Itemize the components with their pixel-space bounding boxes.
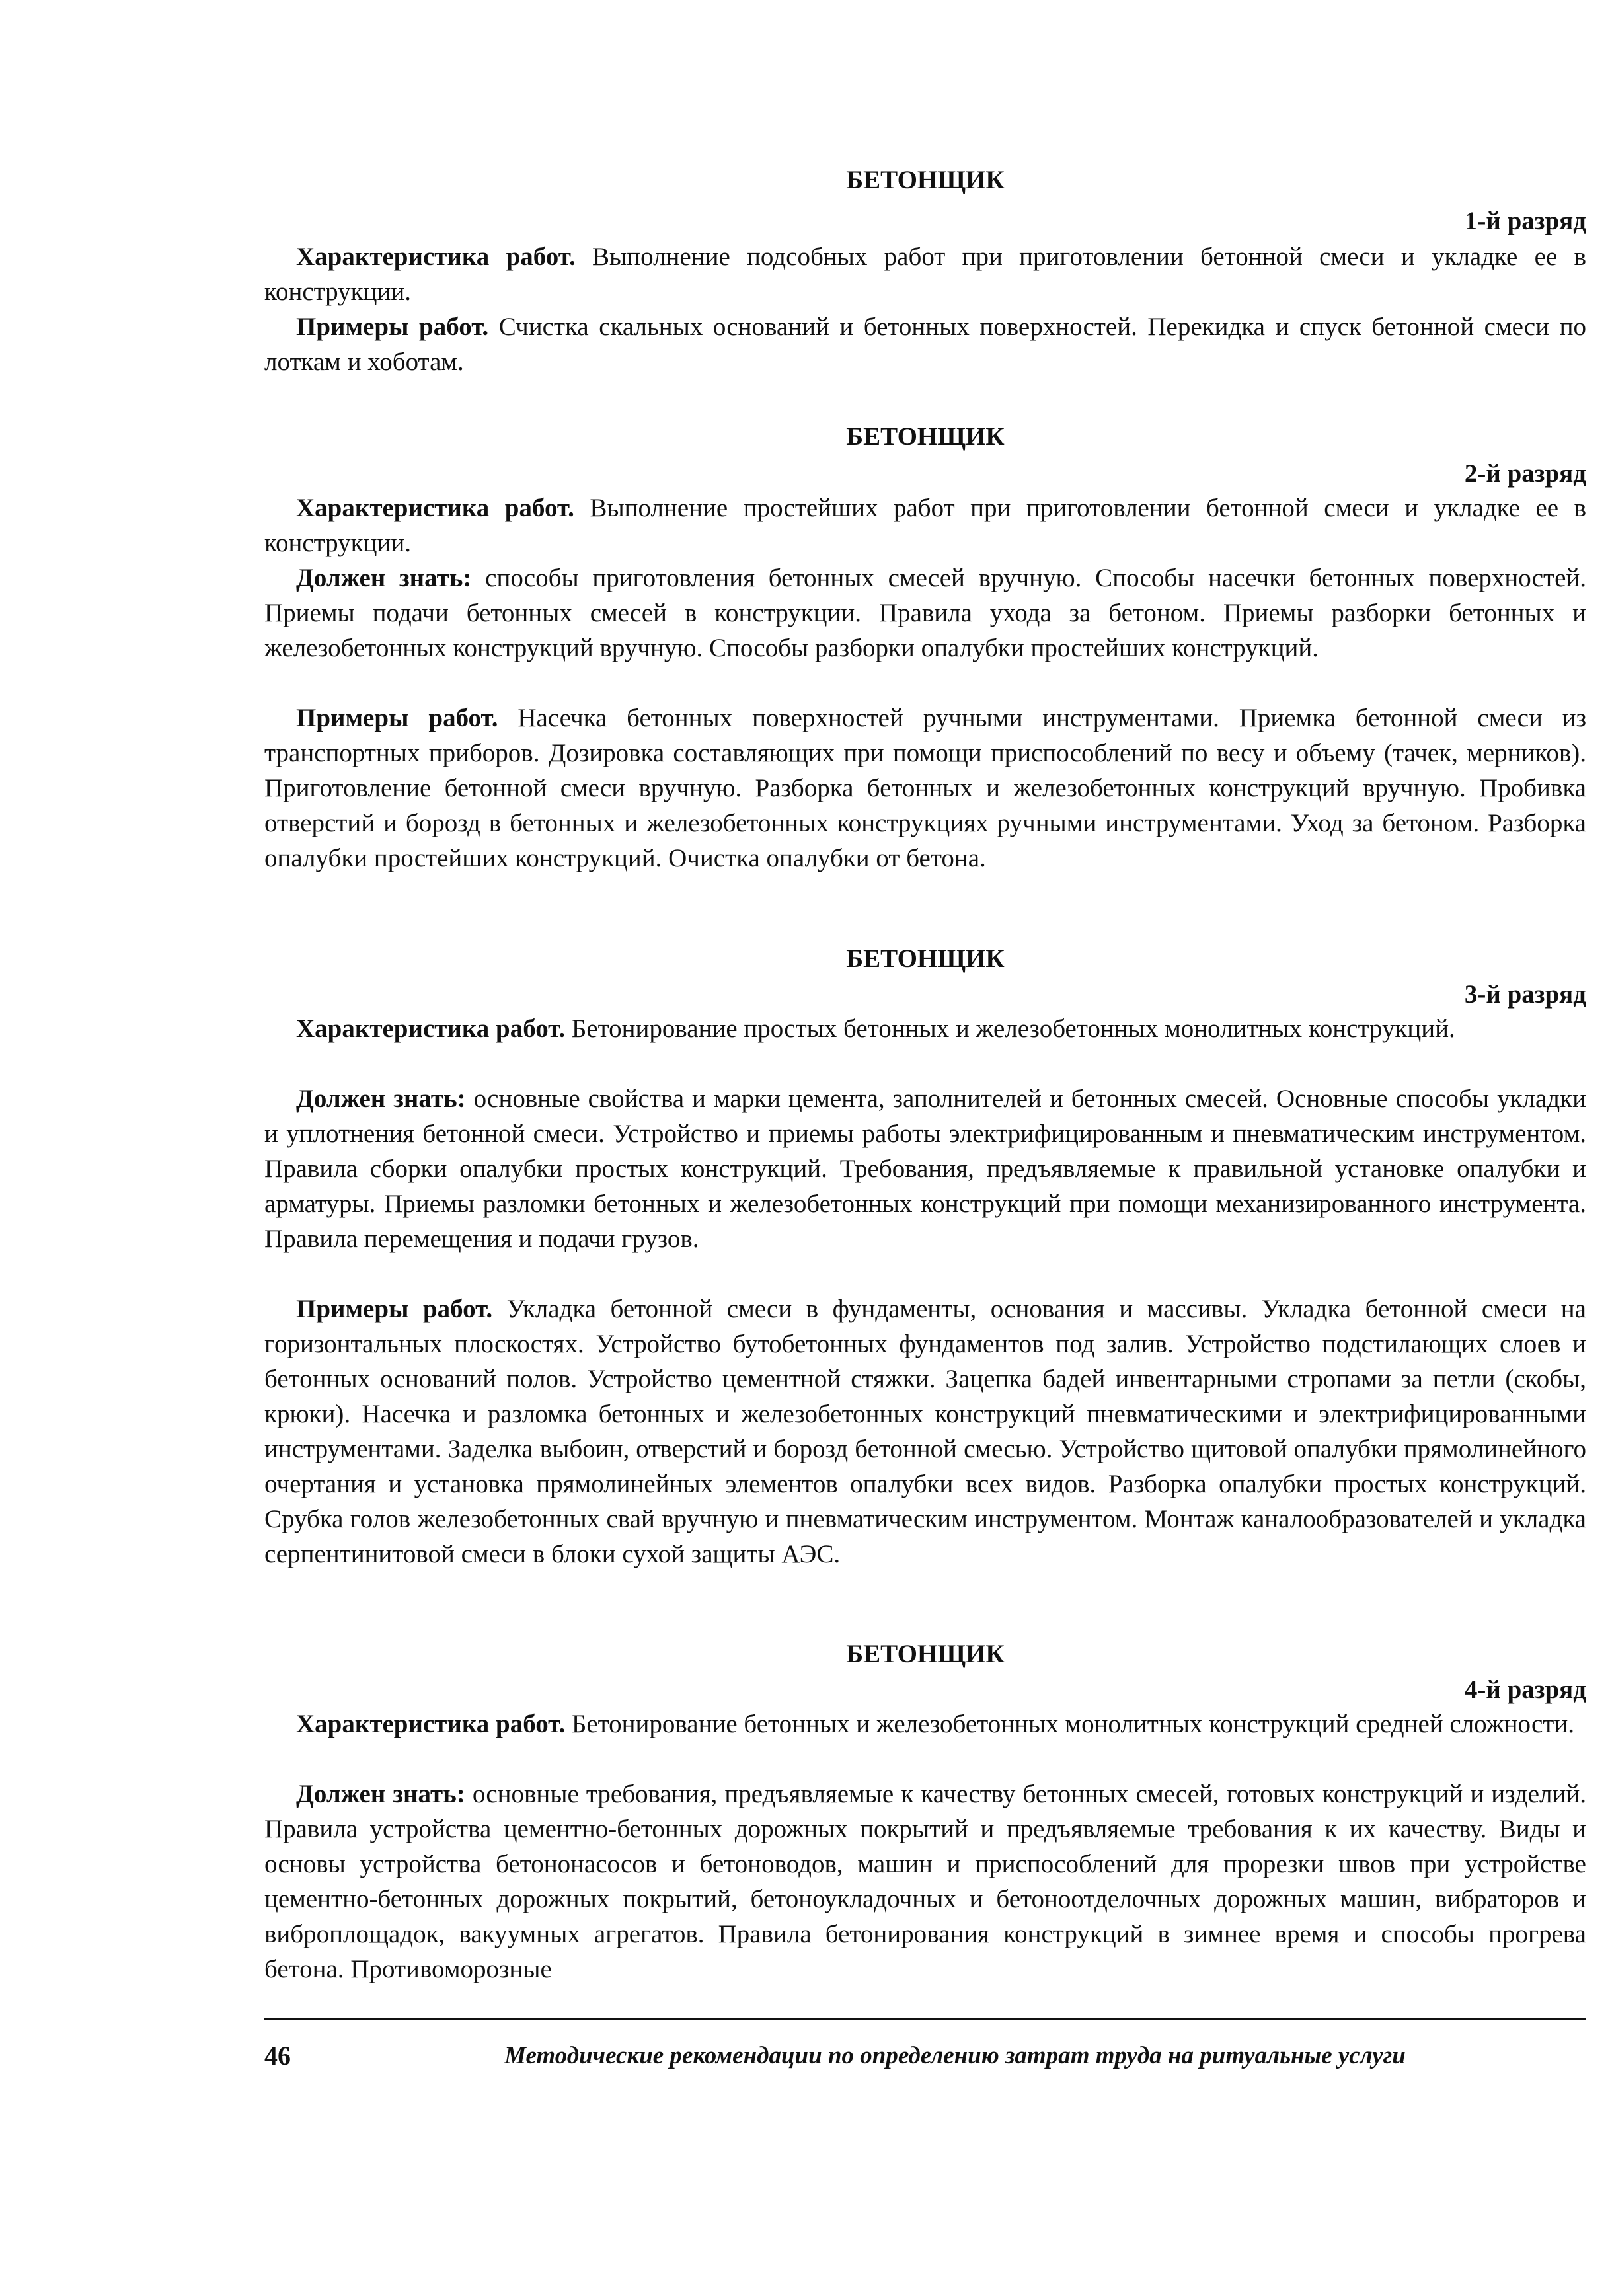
section-3-grade: 3-й разряд — [1464, 980, 1586, 1009]
paragraph-lead: Должен знать: — [296, 1085, 466, 1113]
section-4-title: БЕТОНЩИК — [846, 1640, 1005, 1668]
paragraph-text: Бетонирование бетонных и железобетонных монолитных конструкций средней сложности. — [565, 1710, 1574, 1738]
section-3-characteristics — [264, 1011, 1586, 1046]
paragraph-text: основные свойства и марки цемента, заполнителей и бетонных смесей. Основные способы укладки и уплотнения бетонной смеси. Устройство и приемы работы электрифицированным и пневматическим инструментом. Правила сборки опалубки простых конструкций. Требования, предъявляемые к правильной установке опалубки и арматуры. Приемы разломки бетонных и железобетонных конструкций при помощи механизированного инструмента. Правила перемещения и подачи грузов. — [264, 1085, 1586, 1253]
paragraph-lead: Характеристика работ. — [296, 1710, 566, 1738]
footer-title: Методические рекомендации по определению затрат труда на ритуальные услуги — [504, 2042, 1406, 2069]
section-2-grade: 2-й разряд — [1464, 459, 1586, 488]
paragraph-lead: Характеристика работ. — [296, 1014, 566, 1043]
paragraph-text: Укладка бетонной смеси в фундаменты, основания и массивы. Укладка бетонной смеси на горизонтальных плоскостях. Устройство бутобетонных фундаментов под залив. Устройство подстилающих слоев и бетонных оснований полов. Устройство цементной стяжки. Зацепка бадей инвентарными стропами за петли (скобы, крюки). Насечка и разломка бетонных и железобетонных конструкций пневматическими и электрифицированными инструментами. Заделка выбоин, отверстий и борозд бетонной смесью. Устройство щитовой опалубки прямолинейного очертания и установка прямолинейных элементов опалубки всех видов. Разборка опалубки простых конструкций. Срубка голов железобетонных свай вручную и пневматическим инструментом. Монтаж каналообразователей и укладка серпентинитовой смеси в блоки сухой защиты АЭС. — [264, 1295, 1586, 1568]
section-1-characteristics — [264, 239, 1586, 309]
paragraph-lead: Примеры работ. — [296, 313, 489, 341]
section-1-title: БЕТОНЩИК — [846, 166, 1005, 194]
section-2-title: БЕТОНЩИК — [846, 422, 1005, 451]
section-2-examples — [264, 701, 1586, 876]
paragraph-lead: Примеры работ. — [296, 704, 498, 732]
section-3-title: БЕТОНЩИК — [846, 944, 1005, 973]
paragraph-text: Счистка скальных оснований и бетонных поверхностей. Перекидка и спуск бетонной смеси по лоткам и хоботам. — [264, 313, 1586, 376]
paragraph-text: Насечка бетонных поверхностей ручными инструментами. Приемка бетонной смеси из транспортных приборов. Дозировка составляющих при помощи приспособлений по весу и объему (тачек, мерников). Приготовление бетонной смеси вручную. Разборка бетонных и железобетонных конструкций вручную. Пробивка отверстий и борозд в бетонных и железобетонных конструкциях ручными инструментами. Уход за бетоном. Разборка опалубки простейших конструкций. Очистка опалубки от бетона. — [264, 704, 1586, 872]
section-4-must-know — [264, 1777, 1586, 1987]
paragraph-lead: Должен знать: — [296, 564, 472, 592]
paragraph-lead: Характеристика работ. — [296, 494, 574, 522]
section-2-must-know — [264, 560, 1586, 666]
footer-divider — [264, 2018, 1586, 2020]
paragraph-lead: Характеристика работ. — [296, 243, 576, 271]
paragraph-text: Выполнение подсобных работ при приготовлении бетонной смеси и укладке ее в конструкции. — [264, 243, 1586, 306]
section-4-characteristics — [264, 1706, 1586, 1741]
section-2-characteristics — [264, 490, 1586, 560]
section-1-grade: 1-й разряд — [1464, 207, 1586, 235]
section-1-examples — [264, 309, 1586, 379]
section-4-grade: 4-й разряд — [1464, 1675, 1586, 1704]
paragraph-lead: Должен знать: — [296, 1780, 465, 1808]
paragraph-text: Выполнение простейших работ при приготовлении бетонной смеси и укладке ее в конструкции. — [264, 494, 1586, 557]
paragraph-text: основные требования, предъявляемые к качеству бетонных смесей, готовых конструкций и изделий. Правила устройства цементно-бетонных дорожных покрытий и предъявляемые требования к их качеству. Виды и основы устройства бетононасосов и бетоноводов, машин и приспособлений для прорезки швов при устройстве цементно-бетонных дорожных покрытий, бетоноукладочных и бетоноотделочных дорожных машин, вибраторов и виброплощадок, вакуумных агрегатов. Правила бетонирования конструкций в зимнее время и способы прогрева бетона. Противоморозные — [264, 1780, 1586, 1983]
paragraph-text: способы приготовления бетонных смесей вручную. Способы насечки бетонных поверхностей. Приемы подачи бетонных смесей в конструкции. Правила ухода за бетоном. Приемы разборки бетонных и железобетонных конструкций вручную. Способы разборки опалубки простейших конструкций. — [264, 564, 1586, 662]
page-number: 46 — [264, 2041, 291, 2071]
section-3-examples — [264, 1291, 1586, 1572]
section-3-must-know — [264, 1081, 1586, 1256]
paragraph-lead: Примеры работ. — [296, 1295, 493, 1323]
paragraph-text: Бетонирование простых бетонных и железобетонных монолитных конструкций. — [565, 1014, 1455, 1043]
